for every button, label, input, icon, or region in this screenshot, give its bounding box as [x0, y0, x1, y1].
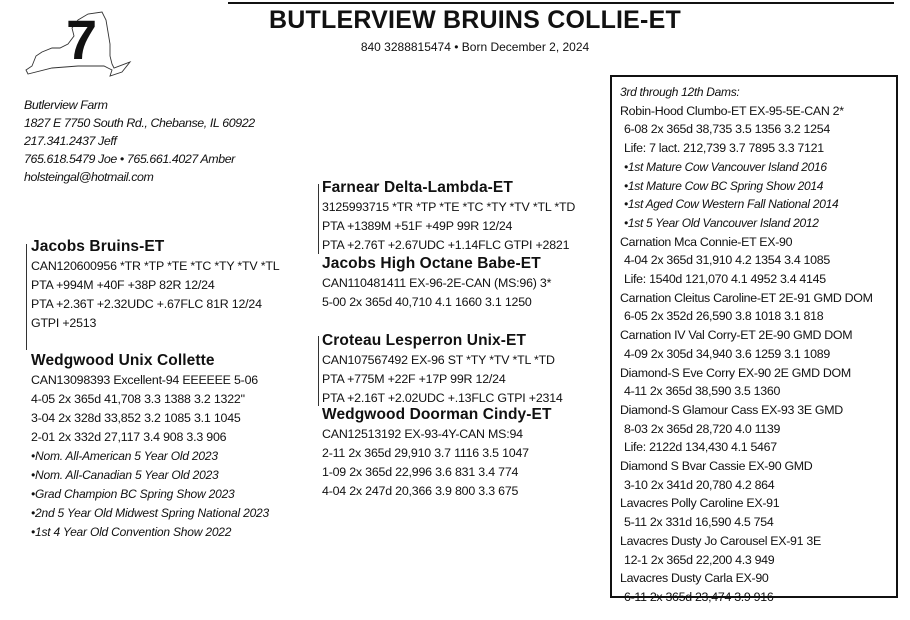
- animal-name-title: BUTLERVIEW BRUINS COLLIE-ET: [269, 6, 681, 34]
- dam-dam-name: Wedgwood Doorman Cindy-ET: [322, 406, 552, 423]
- sire-dam-block: [322, 254, 551, 312]
- dam-ancestor-record: 12-1 2x 365d 22,200 4.3 949: [624, 552, 775, 567]
- dam-name: Wedgwood Unix Collette: [31, 352, 215, 369]
- header-rule: [228, 2, 894, 4]
- sire-line: CAN120600956 *TR *TP *TE *TC *TY *TV *TL: [31, 259, 280, 273]
- sire-dam-name: Jacobs High Octane Babe-ET: [322, 255, 541, 272]
- dam-sire-line: CAN107567492 EX-96 ST *TY *TV *TL *TD: [322, 353, 555, 367]
- dam-line: 3-04 2x 328d 33,852 3.2 1085 3.1 1045: [31, 411, 241, 425]
- sire-line: PTA +2.36T +2.32UDC +.67FLC 81R 12/24: [31, 297, 262, 311]
- dam-ancestor-name: Diamond S Bvar Cassie EX-90 GMD: [620, 459, 813, 474]
- dam-award: •1st 4 Year Old Convention Show 2022: [31, 525, 232, 539]
- id-and-birthdate: 840 3288815474 • Born December 2, 2024: [360, 40, 590, 54]
- dam-ancestor-award: •1st Aged Cow Western Fall National 2014: [624, 197, 839, 212]
- farm-address: 1827 E 7750 South Rd., Chebanse, IL 60922: [24, 116, 255, 130]
- sire-dam-line: CAN110481411 EX-96-2E-CAN (MS:96) 3*: [322, 276, 552, 290]
- dam-ancestor-name: Diamond-S Eve Corry EX-90 2E GMD DOM: [620, 365, 851, 380]
- dam-ancestor-record: 6-05 2x 352d 26,590 3.8 1018 3.1 818: [624, 309, 824, 324]
- sire-line: GTPI +2513: [31, 316, 97, 330]
- sire-block: [31, 237, 279, 333]
- lot-number: 7: [66, 8, 98, 71]
- sire-dam-line: 5-00 2x 365d 40,710 4.1 1660 3.1 1250: [322, 295, 532, 309]
- dam-ancestor-record: 3-10 2x 341d 20,780 4.2 864: [624, 477, 775, 492]
- dam-line: 2-01 2x 332d 27,117 3.4 908 3.3 906: [31, 430, 227, 444]
- dam-ancestor-name: Lavacres Dusty Carla EX-90: [620, 571, 769, 586]
- dam-ancestor-record: 6-11 2x 365d 23,474 3.9 916: [624, 589, 774, 604]
- sire-name: Jacobs Bruins-ET: [31, 238, 165, 255]
- dam-ancestor-record: 5-11 2x 331d 16,590 4.5 754: [624, 515, 774, 530]
- dams-box: [610, 75, 898, 604]
- dam-ancestor-name: Lavacres Dusty Jo Carousel EX-91 3E: [620, 533, 821, 548]
- dam-line: CAN13098393 Excellent-94 EEEEEE 5-06: [31, 373, 258, 387]
- dam-award: •Nom. All-American 5 Year Old 2023: [31, 449, 218, 463]
- dam-award: •Nom. All-Canadian 5 Year Old 2023: [31, 468, 219, 482]
- dam-ancestor-record: Life: 2122d 134,430 4.1 5467: [624, 440, 777, 455]
- dam-dam-line: 4-04 2x 247d 20,366 3.9 800 3.3 675: [322, 484, 519, 498]
- dam-sire-line: PTA +2.16T +2.02UDC +.13FLC GTPI +2314: [322, 391, 563, 405]
- sire-sire-line: PTA +1389M +51F +49P 99R 12/24: [322, 219, 513, 233]
- dam-ancestor-record: 6-08 2x 365d 38,735 3.5 1356 3.2 1254: [624, 122, 830, 137]
- dam-ancestor-name: Carnation Cleitus Caroline-ET 2E-91 GMD DOM: [620, 290, 873, 305]
- dam-ancestor-name: Diamond-S Glamour Cass EX-93 3E GMD: [620, 402, 843, 417]
- dam-ancestor-record: Life: 1540d 121,070 4.1 4952 3.4 4145: [624, 272, 826, 287]
- pedigree-bracket-dam-sire: [318, 336, 319, 406]
- dam-ancestor-award: •1st 5 Year Old Vancouver Island 2012: [624, 215, 819, 230]
- dam-sire-block: [322, 331, 563, 408]
- pedigree-bracket-sire-sire: [318, 184, 319, 254]
- pedigree-bracket-sire: [26, 244, 27, 350]
- dam-ancestor-name: Carnation IV Val Corry-ET 2E-90 GMD DOM: [620, 328, 853, 343]
- farm-phone-jeff: 217.341.2437 Jeff: [24, 134, 117, 148]
- dam-award: •2nd 5 Year Old Midwest Spring National 2023: [31, 506, 269, 520]
- dams-list: [620, 83, 873, 607]
- sire-line: PTA +994M +40F +38P 82R 12/24: [31, 278, 215, 292]
- dam-line: 4-05 2x 365d 41,708 3.3 1388 3.2 1322": [31, 392, 245, 406]
- farm-phone-joe-amber: 765.618.5479 Joe • 765.661.4027 Amber: [24, 152, 235, 166]
- dam-ancestor-record: 8-03 2x 365d 28,720 4.0 1139: [624, 421, 781, 436]
- dam-ancestor-award: •1st Mature Cow Vancouver Island 2016: [624, 159, 827, 174]
- dam-ancestor-record: 4-09 2x 305d 34,940 3.6 1259 3.1 1089: [624, 346, 830, 361]
- dam-dam-line: 2-11 2x 365d 29,910 3.7 1116 3.5 1047: [322, 446, 529, 460]
- dam-ancestor-name: Robin-Hood Clumbo-ET EX-95-5E-CAN 2*: [620, 103, 844, 118]
- dam-sire-name: Croteau Lesperron Unix-ET: [322, 332, 527, 349]
- dam-award: •Grad Champion BC Spring Show 2023: [31, 487, 235, 501]
- farm-contact: [24, 96, 255, 186]
- sire-sire-line: 3125993715 *TR *TP *TE *TC *TY *TV *TL *TD: [322, 200, 576, 214]
- dam-block: [31, 351, 269, 542]
- sire-sire-line: PTA +2.76T +2.67UDC +1.14FLC GTPI +2821: [322, 238, 570, 252]
- dams-heading: 3rd through 12th Dams:: [620, 85, 740, 99]
- sire-sire-name: Farnear Delta-Lambda-ET: [322, 179, 513, 196]
- dam-ancestor-award: •1st Mature Cow BC Spring Show 2014: [624, 178, 824, 193]
- dam-ancestor-name: Carnation Mca Connie-ET EX-90: [620, 234, 793, 249]
- dam-ancestor-record: 4-04 2x 365d 31,910 4.2 1354 3.4 1085: [624, 253, 830, 268]
- dam-dam-line: CAN12513192 EX-93-4Y-CAN MS:94: [322, 427, 523, 441]
- farm-name: Butlerview Farm: [24, 98, 108, 112]
- dam-ancestor-record: 4-11 2x 365d 38,590 3.5 1360: [624, 384, 781, 399]
- dam-ancestor-name: Lavacres Polly Caroline EX-91: [620, 496, 780, 511]
- dam-sire-line: PTA +775M +22F +17P 99R 12/24: [322, 372, 506, 386]
- sire-sire-block: [322, 178, 575, 255]
- dam-ancestor-record: Life: 7 lact. 212,739 3.7 7895 3.3 7121: [624, 141, 824, 156]
- dam-dam-block: [322, 405, 552, 501]
- dam-dam-line: 1-09 2x 365d 22,996 3.6 831 3.4 774: [322, 465, 519, 479]
- farm-email: holsteingal@hotmail.com: [24, 170, 154, 184]
